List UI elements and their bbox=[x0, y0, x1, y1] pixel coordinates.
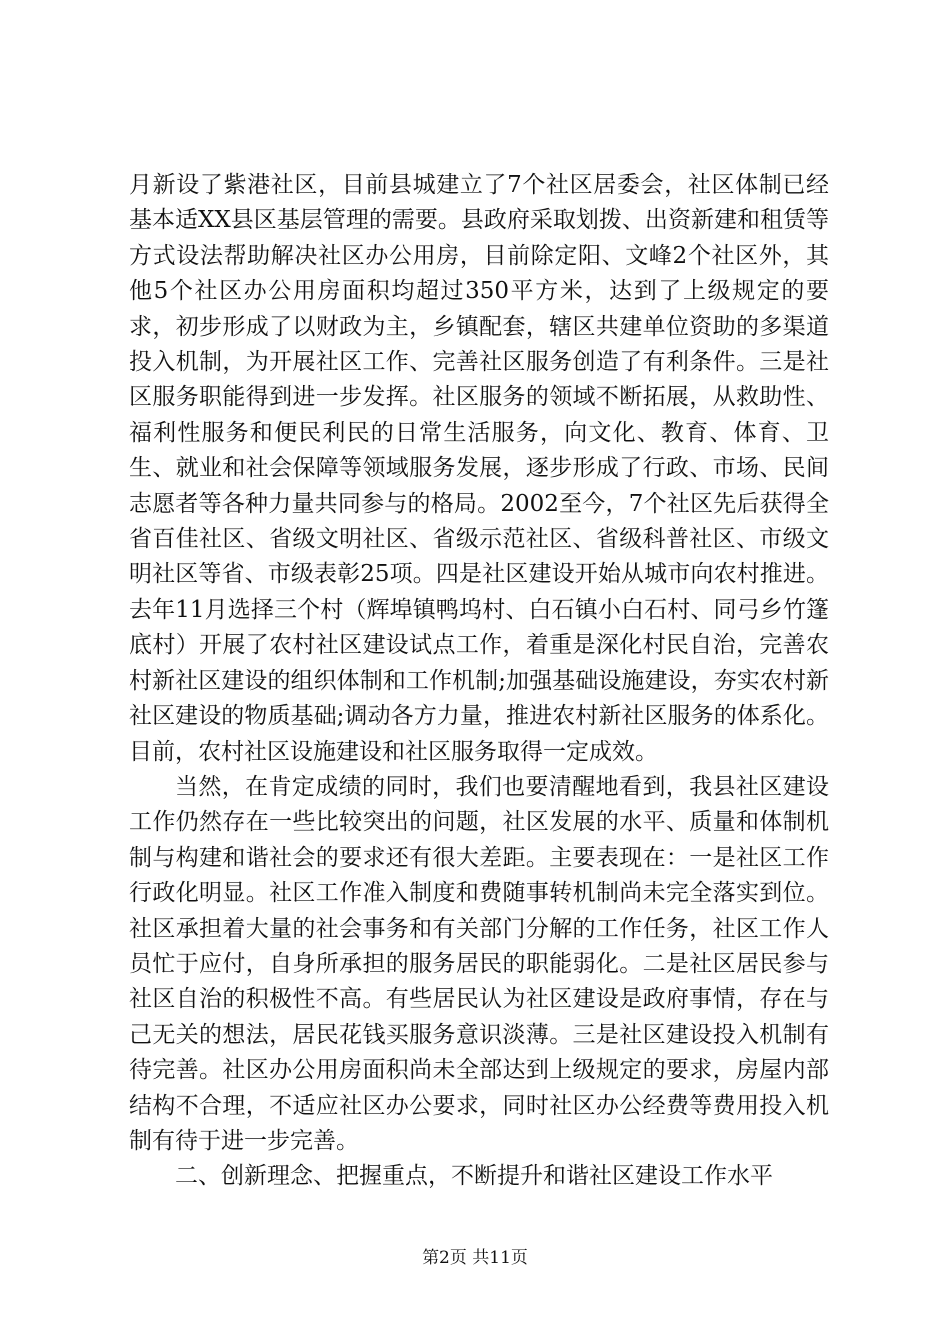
paragraph-problems: 当然，在肯定成绩的同时，我们也要清醒地看到，我县社区建设工作仍然存在一些比较突出的问题，社区发展的水平、质量和体制机制与构建和谐社会的要求还有很大差距。主要表现在：一是社区工作行政化明显。社区工作准入制度和费随事转机制尚未完全落实到位。社区承担着大量的社会事务和有关部门分解的工作任务，社区工作人员忙于应付，自身所承担的服务居民的职能弱化。二是社区居民参与社区自治的积极性不高。有些居民认为社区建设是政府事情，存在与己无关的想法，居民花钱买服务意识淡薄。三是社区建设投入机制有待完善。社区办公用房面积尚未全部达到上级规定的要求，房屋内部结构不合理，不适应社区办公要求，同时社区办公经费等费用投入机制有待于进一步完善。 bbox=[129, 773, 829, 1154]
page-number-footer: 第2页 共11页 bbox=[422, 1248, 528, 1268]
section-heading: 二、创新理念、把握重点，不断提升和谐社区建设工作水平 bbox=[175, 1163, 773, 1190]
document-body bbox=[129, 168, 829, 1195]
paragraph-continuation: 月新设了紫港社区，目前县城建立了7个社区居委会，社区体制已经基本适XX县区基层管理的需要。县政府采取划拨、出资新建和租赁等方式设法帮助解决社区办公用房，目前除定阳、文峰2个社区外，其他5个社区办公用房面积均超过350平方米，达到了上级规定的要求，初步形成了以财政为主，乡镇配套，辖区共建单位资助的多渠道投入机制，为开展社区工作、完善社区服务创造了有利条件。三是社区服务职能得到进一步发挥。社区服务的领域不断拓展，从救助性、福利性服务和便民利民的日常生活服务，向文化、教育、体育、卫生、就业和社会保障等领域服务发展，逐步形成了行政、市场、民间志愿者等各种力量共同参与的格局。2002至今，7个社区先后获得全省百佳社区、省级文明社区、省级示范社区、省级科普社区、市级文明社区等省、市级表彰25项。四是社区建设开始从城市向农村推进。去年11月选择三个村（辉埠镇鸭坞村、白石镇小白石村、同弓乡竹篷底村）开展了农村社区建设试点工作，着重是深化村民自治，完善农村新社区建设的组织体制和工作机制;加强基础设施建设，夯实农村新社区建设的物质基础;调动各方力量，推进农村新社区服务的体系化。目前，农村社区设施建设和社区服务取得一定成效。 bbox=[129, 172, 829, 765]
